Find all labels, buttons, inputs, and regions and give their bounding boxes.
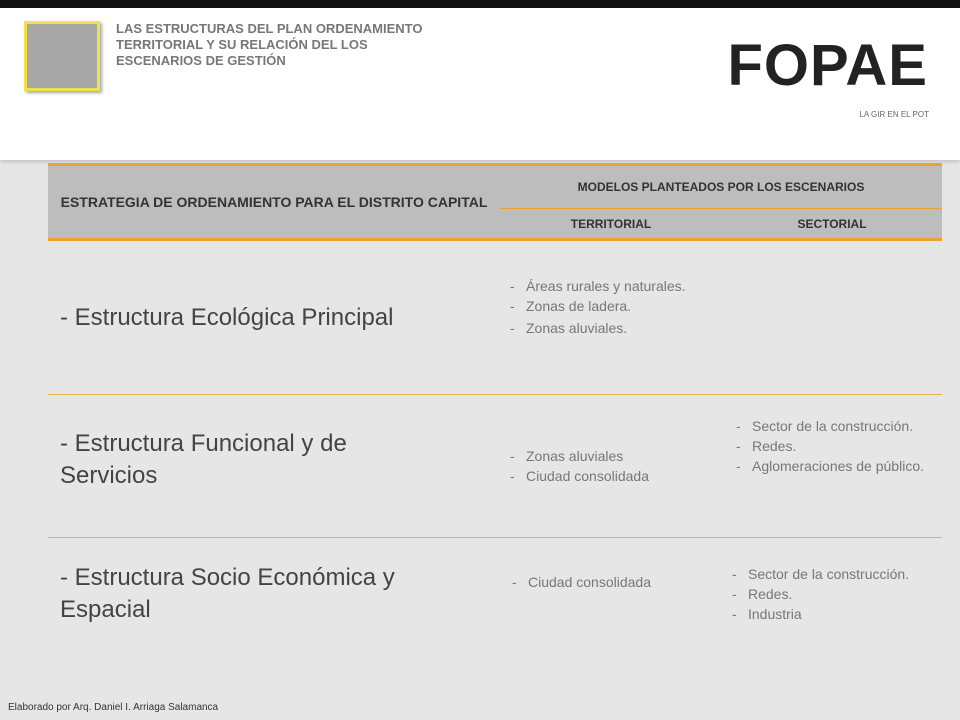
row-divider xyxy=(48,394,942,395)
top-bar xyxy=(0,0,960,8)
strategy-funcional: - Estructura Funcional y de Servicios xyxy=(60,430,347,489)
list-item: - Áreas rurales y naturales. xyxy=(508,276,686,296)
header-strategy: ESTRATEGIA DE ORDENAMIENTO PARA EL DISTRITO CAPITAL xyxy=(60,194,488,210)
list-item: - Ciudad consolidada xyxy=(510,572,651,592)
list-item: - Sector de la construcción. xyxy=(730,564,910,584)
list-item: - Aglomeraciones de público. xyxy=(734,456,924,476)
sectorial-list xyxy=(730,564,910,624)
logo-square xyxy=(24,21,100,91)
row-divider xyxy=(48,537,942,538)
list-item: - Redes. xyxy=(734,436,924,456)
table-header xyxy=(48,163,942,241)
header-models: MODELOS PLANTEADOS POR LOS ESCENARIOS xyxy=(500,166,942,209)
territorial-list xyxy=(508,276,686,338)
footer-credit: Elaborado por Arq. Daniel I. Arriaga Salamanca xyxy=(8,702,219,713)
sectorial-list xyxy=(734,416,924,476)
slide-title: LAS ESTRUCTURAS DEL PLAN ORDENAMIENTO TERRITORIAL Y SU RELACIÓN DEL LOS ESCENARIOS DE GESTIÓN xyxy=(116,21,423,68)
territorial-list xyxy=(510,572,651,592)
list-item: - Sector de la construcción. xyxy=(734,416,924,436)
brand-subtitle: LA GIR EN EL POT xyxy=(859,110,929,119)
list-item: - Zonas aluviales. xyxy=(508,318,686,338)
slide-header xyxy=(0,8,960,160)
territorial-list xyxy=(508,446,649,486)
list-item: - Zonas de ladera. xyxy=(508,296,686,316)
list-item: - Redes. xyxy=(730,584,910,604)
header-territorial: TERRITORIAL xyxy=(570,217,652,231)
list-item: - Ciudad consolidada xyxy=(508,466,649,486)
brand-logo: FOPAE xyxy=(727,33,928,98)
list-item: - Industria xyxy=(730,604,910,624)
strategy-ecologica: - Estructura Ecológica Principal xyxy=(60,304,394,331)
strategy-socioeconomica: - Estructura Socio Económica y Espacial xyxy=(60,564,395,623)
list-item: - Zonas aluviales xyxy=(508,446,649,466)
header-sectorial: SECTORIAL xyxy=(797,217,867,231)
